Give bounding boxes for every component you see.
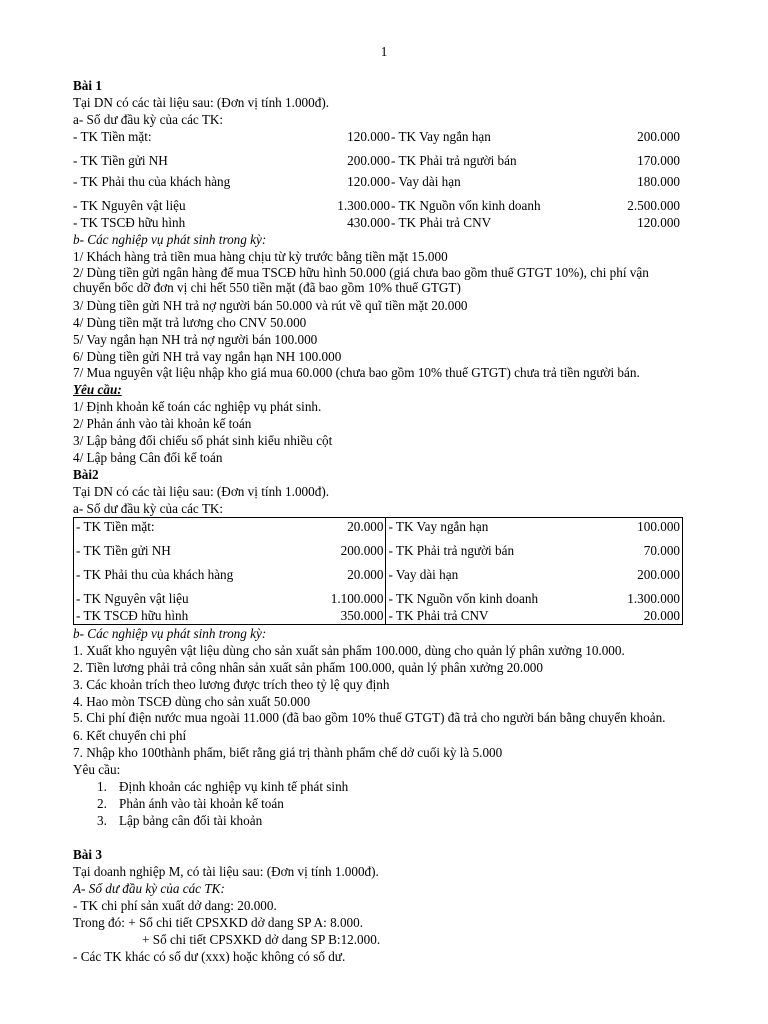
exercise-2-transactions-heading: b- Các nghiệp vụ phát sinh trong kỳ: [73, 626, 267, 641]
account-name: - TK Tiền mặt: [74, 518, 274, 543]
requirement-item [97, 795, 683, 812]
exercise-2-requirements-list [73, 778, 683, 829]
account-name: - Vay dài hạn [391, 174, 461, 189]
transaction-item: 6/ Dùng tiền gửi NH trả vay ngắn hạn NH 100.000 [73, 349, 342, 364]
exercise-3-opening-heading: A- Số dư đầu kỳ của các TK: [73, 881, 225, 896]
list-number: 1. [97, 779, 107, 794]
account-value: 1.300.000 [337, 198, 390, 213]
account-value: 200.000 [273, 542, 386, 566]
account-value: 120.000 [637, 215, 680, 230]
transaction-item: 4. Hao mòn TSCĐ dùng cho sản xuất 50.000 [73, 694, 311, 709]
account-name: - TK Tiền gửi NH [74, 542, 274, 566]
exercise-2-requirements-heading: Yêu cầu: [73, 762, 121, 777]
transaction-item: 4/ Dùng tiền mặt trả lương cho CNV 50.000 [73, 315, 307, 330]
account-value: 20.000 [273, 566, 386, 590]
exercise-1-title: Bài 1 [73, 78, 102, 93]
account-value: 1.300.000 [586, 590, 683, 607]
balance-row [73, 128, 683, 145]
exercise-3-line: + Sổ chi tiết CPSXKD dở dang SP B:12.000. [142, 932, 381, 947]
account-name: - TK Tiền mặt: [73, 129, 152, 144]
requirement-item: 3/ Lập bảng đối chiếu số phát sinh kiểu nhiều cột [73, 433, 333, 448]
transaction-item: 1. Xuất kho nguyên vật liệu dùng cho sản xuất sản phẩm 100.000, dùng cho quản lý phân xưởng 10.000. [73, 643, 625, 658]
exercise-1-opening-heading: a- Số dư đầu kỳ của các TK: [73, 112, 224, 127]
account-name: - TK Phải thu của khách hàng [73, 174, 231, 189]
account-name: - TK Nguồn vốn kinh doanh [391, 198, 541, 213]
transaction-item: 6. Kết chuyển chi phí [73, 728, 187, 743]
exercise-3-line: - TK chi phí sản xuất dở dang: 20.000. [73, 898, 277, 913]
exercise-3-line: - Các TK khác có số dư (xxx) hoặc không có số dư. [73, 949, 346, 964]
exercise-1 [73, 77, 683, 965]
requirement-item: 1/ Định khoản kế toán các nghiệp vụ phát sinh. [73, 399, 322, 414]
account-name: - TK TSCĐ hữu hình [74, 607, 274, 625]
account-name: - TK Phải trả người bán [391, 153, 517, 168]
transaction-item: 7. Nhập kho 100thành phẩm, biết rằng giá trị thành phẩm chế dở cuối kỳ là 5.000 [73, 745, 503, 760]
transaction-item: 2. Tiền lương phải trả công nhân sản xuất sản phẩm 100.000, quản lý phân xưởng 20.000 [73, 660, 543, 675]
exercise-1-transactions-heading: b- Các nghiệp vụ phát sinh trong kỳ: [73, 232, 267, 247]
table-row [74, 566, 683, 590]
exercise-1-intro: Tại DN có các tài liệu sau: (Đơn vị tính 1.000đ). [73, 95, 330, 110]
account-value: 70.000 [586, 542, 683, 566]
balance-row [73, 173, 683, 190]
account-value: 200.000 [637, 129, 680, 144]
exercise-2-title: Bài2 [73, 467, 99, 482]
account-value: 200.000 [347, 153, 390, 168]
account-name: - TK Phải trả CNV [386, 607, 586, 625]
exercise-3-intro: Tại doanh nghiệp M, có tài liệu sau: (Đơn vị tính 1.000đ). [73, 864, 379, 879]
account-value: 20.000 [273, 518, 386, 543]
list-number: 3. [97, 813, 107, 828]
transaction-item: 7/ Mua nguyên vật liệu nhập kho giá mua 60.000 (chưa bao gồm 10% thuế GTGT) chưa trả tiền người bán. [73, 365, 640, 380]
account-name: - TK Phải trả người bán [386, 542, 586, 566]
transaction-item: 2/ Dùng tiền gửi ngân hàng để mua TSCĐ hữu hình 50.000 (giá chưa bao gồm thuế GTGT 10%), chi phí vận chuyển bốc dỡ đơn vị chi hết 550 tiền mặt (đã bao gồm 10% thuế GTGT) [73, 265, 649, 295]
balance-row [73, 152, 683, 169]
exercise-2-balance-table [73, 517, 683, 625]
exercise-2-intro: Tại DN có các tài liệu sau: (Đơn vị tính 1.000đ). [73, 484, 330, 499]
exercise-3-title: Bài 3 [73, 847, 102, 862]
account-name: - TK Phải thu của khách hàng [74, 566, 274, 590]
account-name: - TK Tiền gửi NH [73, 153, 168, 168]
account-value: 350.000 [273, 607, 386, 625]
balance-row [73, 214, 683, 231]
exercise-3-line: Trong đó: + Sổ chi tiết CPSXKD dở dang SP A: 8.000. [73, 915, 364, 930]
table-row [74, 607, 683, 625]
account-value: 20.000 [586, 607, 683, 625]
transaction-item: 5/ Vay ngắn hạn NH trả nợ người bán 100.000 [73, 332, 318, 347]
requirement-item [97, 812, 683, 829]
requirement-item: 4/ Lập bảng Cân đối kế toán [73, 450, 223, 465]
account-name: - TK Vay ngắn hạn [386, 518, 586, 543]
account-name: - TK Nguyên vật liệu [73, 198, 186, 213]
account-value: 430.000 [347, 215, 390, 230]
transaction-item: 1/ Khách hàng trả tiền mua hàng chịu từ kỳ trước bằng tiền mặt 15.000 [73, 249, 448, 264]
table-row [74, 518, 683, 543]
account-value: 1.100.000 [273, 590, 386, 607]
requirement-text: Lập bảng cân đối tài khoản [119, 813, 263, 828]
transaction-item: 3. Các khoản trích theo lương được trích theo tỷ lệ quy định [73, 677, 390, 692]
requirement-item: 2/ Phản ánh vào tài khoản kế toán [73, 416, 252, 431]
account-name: - TK Nguồn vốn kinh doanh [386, 590, 586, 607]
account-name: - TK Phải trả CNV [391, 215, 492, 230]
account-name: - TK Vay ngắn hạn [391, 129, 491, 144]
transaction-item: 5. Chi phí điện nước mua ngoài 11.000 (đã bao gồm 10% thuế GTGT) đã trả cho người bán bằng chuyển khoản. [73, 710, 666, 725]
requirement-text: Phản ánh vào tài khoản kế toán [119, 796, 284, 811]
account-name: - Vay dài hạn [386, 566, 586, 590]
account-value: 120.000 [347, 174, 390, 189]
account-value: 120.000 [347, 129, 390, 144]
account-value: 170.000 [637, 153, 680, 168]
account-name: - TK Nguyên vật liệu [74, 590, 274, 607]
table-row [74, 590, 683, 607]
transaction-item: 3/ Dùng tiền gửi NH trả nợ người bán 50.000 và rút về quĩ tiền mặt 20.000 [73, 298, 468, 313]
exercise-2-opening-heading: a- Số dư đầu kỳ của các TK: [73, 501, 224, 516]
table-row [74, 542, 683, 566]
list-number: 2. [97, 796, 107, 811]
account-name: - TK TSCĐ hữu hình [73, 215, 186, 230]
balance-row [73, 197, 683, 214]
exercise-1-requirements-heading: Yêu cầu: [73, 382, 122, 397]
requirement-item [97, 778, 683, 795]
account-value: 200.000 [586, 566, 683, 590]
account-value: 2.500.000 [627, 198, 680, 213]
account-value: 100.000 [586, 518, 683, 543]
page-number: 1 [380, 44, 388, 59]
requirement-text: Định khoản các nghiệp vụ kinh tế phát sinh [119, 779, 349, 794]
account-value: 180.000 [637, 174, 680, 189]
